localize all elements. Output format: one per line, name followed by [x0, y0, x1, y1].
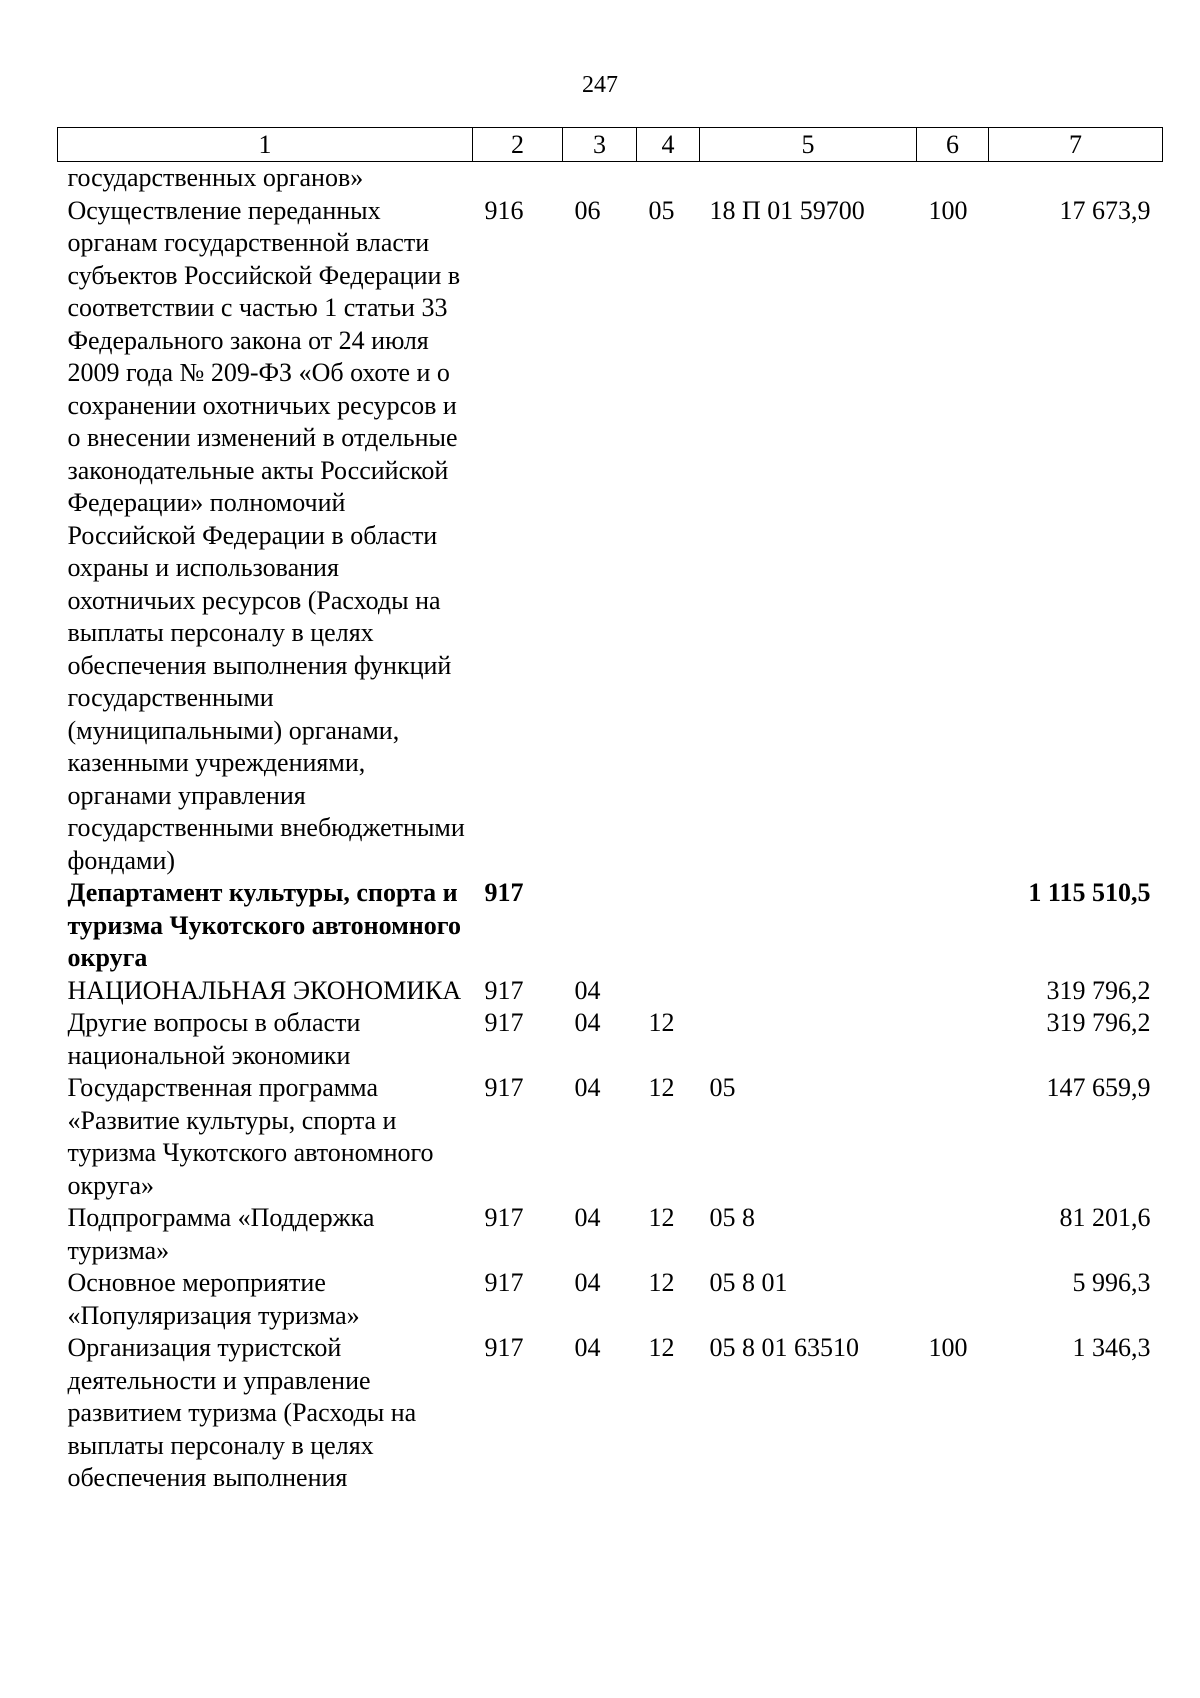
row-admin-code: 917: [484, 1333, 524, 1362]
row-expense-type: [917, 1267, 989, 1332]
row-section: 04: [574, 1268, 601, 1297]
header-row: [58, 128, 1163, 162]
row-amount: [989, 162, 1163, 195]
row-amount: 319 796,2: [1046, 975, 1151, 1005]
row-amount: 1 346,3: [1072, 1333, 1151, 1362]
row-admin-code: 917: [484, 1008, 524, 1037]
table-row: [58, 1072, 1163, 1202]
row-amount: 5 996,3: [1072, 1268, 1151, 1297]
row-expense-type: [917, 975, 989, 1008]
table-body: [58, 162, 1163, 1495]
row-target-article: 05 8 01: [709, 1268, 788, 1297]
row-subsection: 12: [648, 1008, 675, 1037]
row-subsection: 12: [648, 1268, 675, 1297]
row-name: государственных органов»: [67, 163, 364, 192]
header-col-2: 2: [473, 128, 563, 162]
row-admin-code: 917: [484, 1073, 524, 1102]
row-section: 04: [574, 1333, 601, 1362]
row-admin-code: 916: [484, 195, 524, 225]
table-row: [58, 195, 1163, 878]
row-amount: 319 796,2: [1046, 1008, 1151, 1037]
row-admin-code: 917: [484, 1203, 524, 1232]
row-amount: 17 673,9: [1059, 195, 1151, 225]
row-target-article: 05: [709, 1073, 736, 1102]
row-admin-code: 917: [484, 975, 524, 1005]
row-subsection: [637, 162, 700, 195]
row-target-article: [700, 162, 917, 195]
table-row: [58, 1202, 1163, 1267]
row-target-article: [700, 975, 917, 1008]
row-target-article: 18 П 01 59700: [709, 195, 865, 225]
page-number: 247: [582, 72, 618, 98]
row-target-article: [700, 877, 917, 975]
row-section: [563, 877, 637, 975]
table-row: [58, 877, 1163, 975]
row-name: Другие вопросы в области национальной экономики: [67, 1008, 361, 1070]
row-subsection: 05: [648, 195, 675, 225]
table-row: [58, 1007, 1163, 1072]
header-col-6: 6: [917, 128, 989, 162]
row-expense-type: [917, 877, 989, 975]
row-name: Основное мероприятие «Популяризация туризма»: [67, 1268, 360, 1330]
row-admin-code: 917: [484, 1268, 524, 1297]
row-target-article: 05 8 01 63510: [709, 1333, 859, 1362]
row-expense-type: 100: [928, 1333, 968, 1362]
header-col-3: 3: [563, 128, 637, 162]
table-row: [58, 1332, 1163, 1495]
row-section: 04: [574, 1203, 601, 1232]
row-subsection: 12: [648, 1073, 675, 1102]
row-subsection: 12: [648, 1333, 675, 1362]
row-name: Государственная программа «Развитие культуры, спорта и туризма Чукотского автономного округа»: [67, 1073, 434, 1200]
row-name: Подпрограмма «Поддержка туризма»: [67, 1203, 375, 1265]
row-subsection: 12: [648, 1203, 675, 1232]
row-name: НАЦИОНАЛЬНАЯ ЭКОНОМИКА: [67, 975, 462, 1005]
header-col-7: 7: [989, 128, 1163, 162]
row-expense-type: 100: [928, 195, 968, 225]
header-col-5: 5: [700, 128, 917, 162]
row-expense-type: [917, 1202, 989, 1267]
row-section: 04: [574, 1008, 601, 1037]
header-col-1: 1: [58, 128, 473, 162]
row-target-article: 05 8: [709, 1203, 755, 1232]
row-target-article: [700, 1007, 917, 1072]
row-expense-type: [917, 1007, 989, 1072]
row-name: Осуществление переданных органам государственной власти субъектов Российской Федерации в соответствии с частью 1 статьи 33 Федерального закона от 24 июля 2009 года № 209-ФЗ «Об охоте и о сохранении охотничьих ресурсов и о внесении изменений в отдельные законодательные акты Российской Федерации» полномочий Российской Федерации в области охраны и использования охотничьих ресурсов (Расходы на выплаты персоналу в целях обеспечения выполнения функций государственными (муниципальными) органами, казенными учреждениями, органами управления государственными внебюджетными фондами): [67, 195, 465, 875]
row-expense-type: [917, 1072, 989, 1202]
row-expense-type: [917, 162, 989, 195]
row-subsection: [637, 877, 700, 975]
row-admin-code: [473, 162, 563, 195]
row-amount: 1 115 510,5: [1028, 878, 1151, 907]
table-row: [58, 162, 1163, 195]
row-admin-code: 917: [484, 878, 524, 907]
row-section: 06: [574, 195, 601, 225]
row-section: [563, 162, 637, 195]
row-subsection: [637, 975, 700, 1008]
row-section: 04: [574, 1073, 601, 1102]
row-amount: 81 201,6: [1059, 1203, 1151, 1232]
table-row: [58, 1267, 1163, 1332]
row-name: Департамент культуры, спорта и туризма Чукотского автономного округа: [67, 878, 461, 972]
row-section: 04: [574, 975, 601, 1005]
table-row: [58, 975, 1163, 1008]
table-header: [58, 128, 1163, 162]
row-name: Организация туристской деятельности и управление развитием туризма (Расходы на выплаты персоналу в целях обеспечения выполнения: [67, 1333, 417, 1492]
budget-table: [57, 127, 1163, 1495]
row-amount: 147 659,9: [1046, 1073, 1151, 1102]
header-col-4: 4: [637, 128, 700, 162]
